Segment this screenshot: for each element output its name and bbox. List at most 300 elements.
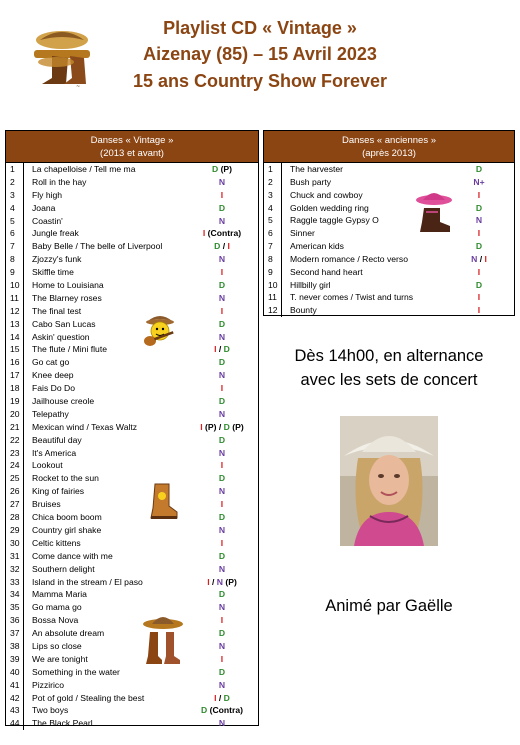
level-code	[186, 202, 258, 215]
vintage-dances-table	[5, 130, 259, 729]
title-line-2: Aizenay (85) – 15 Avril 2023	[143, 44, 377, 64]
row-number: 5	[268, 215, 273, 226]
level-code-part: N	[218, 447, 226, 458]
level-code	[186, 421, 258, 434]
level-code-part: N	[218, 679, 226, 690]
table-row	[6, 627, 258, 640]
dance-name: Cabo San Lucas	[32, 318, 96, 329]
table-row	[6, 498, 258, 511]
level-code	[186, 485, 258, 498]
table-row	[6, 266, 258, 279]
level-code-part: D	[475, 241, 483, 252]
level-code	[186, 253, 258, 266]
level-code-part: N	[218, 408, 226, 419]
level-code-part: N	[218, 215, 226, 226]
level-code-part: I	[484, 253, 487, 264]
dance-name: Pizzirico	[32, 679, 64, 690]
dance-name: Southern delight	[32, 563, 95, 574]
level-code-part: I	[214, 344, 217, 355]
table-row	[6, 679, 258, 692]
level-code-part: I	[477, 189, 481, 200]
dance-name: Two boys	[32, 705, 69, 716]
table-row	[264, 189, 514, 202]
dance-name: Go cat go	[32, 357, 70, 368]
table-row	[264, 202, 514, 215]
dance-name: Telepathy	[32, 408, 69, 419]
dance-name: King of fairies	[32, 486, 85, 497]
level-code	[186, 189, 258, 202]
table-row	[6, 640, 258, 653]
level-code-part: N	[218, 331, 226, 342]
level-code-part: I	[220, 383, 224, 394]
level-code	[186, 640, 258, 653]
dance-name: Second hand heart	[290, 266, 363, 277]
table-row	[6, 227, 258, 240]
level-code-part: /	[220, 241, 228, 252]
level-code	[186, 588, 258, 601]
table-row	[6, 163, 258, 176]
level-code	[186, 472, 258, 485]
level-code	[444, 304, 514, 317]
dance-name: Home to Louisiana	[32, 280, 104, 291]
level-code	[186, 692, 258, 705]
level-code	[444, 214, 514, 227]
host-photo	[340, 416, 438, 546]
level-code	[186, 266, 258, 279]
dance-name: Lookout	[32, 460, 63, 471]
level-code-part: I	[207, 576, 210, 587]
level-code-part: I	[214, 692, 217, 703]
level-code	[186, 653, 258, 666]
table-row	[6, 395, 258, 408]
row-number: 8	[268, 253, 273, 264]
level-code	[444, 202, 514, 215]
level-code-part: I	[220, 499, 224, 510]
dance-name: Rocket to the sun	[32, 473, 99, 484]
level-code-part: N	[216, 576, 223, 587]
level-code	[186, 704, 258, 717]
row-number: 21	[10, 421, 20, 432]
level-code-part: /	[216, 692, 224, 703]
dance-name: An absolute dream	[32, 628, 105, 639]
smiley-guitar-icon	[140, 311, 180, 349]
level-code-part: I	[227, 241, 230, 252]
row-number: 38	[10, 640, 20, 651]
level-code-part: /	[477, 253, 485, 264]
row-number: 35	[10, 602, 20, 613]
row-number: 5	[10, 215, 15, 226]
level-code-part: N	[471, 253, 478, 264]
level-code-part: D	[218, 473, 226, 484]
row-number: 8	[10, 254, 15, 265]
row-number: 12	[268, 305, 278, 316]
ancient-dances-table	[263, 130, 515, 316]
row-number: 6	[268, 228, 273, 239]
table-row	[6, 576, 258, 589]
level-code-part: I	[220, 537, 224, 548]
level-code-part: D	[475, 164, 483, 174]
level-code-part: I	[220, 267, 224, 278]
row-number: 11	[10, 292, 19, 303]
level-code-part: (P) /	[202, 421, 224, 432]
level-code-part: /	[216, 344, 224, 355]
level-code-part: D	[218, 512, 226, 523]
dance-name: La chapelloise / Tell me ma	[32, 164, 136, 174]
table-row	[264, 240, 514, 253]
table-row	[264, 291, 514, 304]
dance-name: Beautiful day	[32, 434, 82, 445]
level-code-part: N	[218, 718, 226, 729]
vintage-rows	[6, 163, 258, 730]
ancient-table-title: Danses « anciennes »	[341, 135, 436, 146]
table-row	[6, 382, 258, 395]
dance-name: Golden wedding ring	[290, 202, 369, 213]
row-number: 7	[10, 241, 15, 252]
dance-name: Come dance with me	[32, 550, 113, 561]
table-row	[6, 369, 258, 382]
table-row	[6, 563, 258, 576]
row-number: 13	[10, 318, 20, 329]
table-row	[6, 292, 258, 305]
dance-name: Something in the water	[32, 666, 120, 677]
table-row	[6, 279, 258, 292]
level-code	[186, 292, 258, 305]
dance-name: Fly high	[32, 189, 63, 200]
table-row	[6, 253, 258, 266]
row-number: 36	[10, 615, 20, 626]
table-row	[6, 421, 258, 434]
level-code	[186, 408, 258, 421]
dance-name: Bruises	[32, 499, 61, 510]
row-number: 17	[10, 370, 20, 381]
level-code-part: D	[475, 279, 483, 290]
level-code-part: N	[218, 176, 226, 187]
title-line-3: 15 ans Country Show Forever	[132, 71, 388, 91]
table-row	[264, 266, 514, 279]
schedule-info	[263, 344, 515, 392]
level-code	[186, 356, 258, 369]
dance-name: Roll in the hay	[32, 176, 87, 187]
dance-name: Fais Do Do	[32, 383, 75, 394]
row-number: 27	[10, 499, 20, 510]
table-row	[6, 614, 258, 627]
dance-name: Hillbilly girl	[290, 279, 331, 290]
level-code	[186, 305, 258, 318]
level-code-part: I	[202, 228, 206, 239]
row-number: 33	[10, 576, 20, 587]
vintage-table-title: Danses « Vintage »	[90, 135, 174, 146]
dance-name: Raggle taggle Gypsy O	[290, 215, 379, 226]
row-number: 7	[268, 241, 273, 252]
level-code-part: /	[209, 576, 217, 587]
dance-name: The Black Pearl	[32, 718, 93, 729]
level-code-part: D	[218, 318, 226, 329]
level-code	[444, 163, 514, 176]
level-code-part: N	[218, 640, 226, 651]
dance-name: The final test	[32, 305, 82, 316]
level-code	[186, 550, 258, 563]
cowboy-hat-boots-icon	[140, 612, 186, 668]
row-number: 1	[268, 164, 273, 174]
level-code	[186, 717, 258, 730]
vintage-table-subtitle: (2013 et avant)	[100, 148, 164, 159]
level-code	[186, 369, 258, 382]
row-number: 25	[10, 473, 20, 484]
level-code	[186, 447, 258, 460]
level-code-part: (P)	[229, 421, 244, 432]
level-code-part: D	[218, 396, 226, 407]
table-row	[264, 163, 514, 176]
table-row	[6, 331, 258, 344]
row-number: 16	[10, 357, 20, 368]
table-row	[6, 318, 258, 331]
level-code-part: (P)	[218, 164, 233, 174]
level-code	[186, 576, 258, 589]
row-number: 10	[268, 279, 278, 290]
level-code-part: D	[223, 692, 230, 703]
row-number: 44	[10, 718, 20, 729]
table-row	[6, 472, 258, 485]
dance-name: Zjozzy's funk	[32, 254, 82, 265]
dance-name: Bounty	[290, 305, 317, 316]
row-number: 28	[10, 512, 20, 523]
table-row	[6, 189, 258, 202]
row-number: 4	[10, 202, 15, 213]
dance-name: Celtic kittens	[32, 537, 81, 548]
row-number: 34	[10, 589, 20, 600]
row-number: 41	[10, 679, 20, 690]
level-code-part: I	[477, 266, 481, 277]
row-number: 3	[268, 189, 273, 200]
level-code-part: D	[218, 434, 226, 445]
dance-name: Chuck and cowboy	[290, 189, 363, 200]
row-number: 24	[10, 460, 20, 471]
table-row	[6, 537, 258, 550]
level-code-part: D	[214, 241, 221, 252]
level-code-part: I	[220, 615, 224, 626]
level-code	[186, 459, 258, 472]
dance-name: Chica boom boom	[32, 512, 102, 523]
dance-name: Go mama go	[32, 602, 82, 613]
title-line-1: Playlist CD « Vintage »	[163, 18, 357, 38]
table-row	[264, 227, 514, 240]
table-row	[264, 304, 514, 317]
table-row	[6, 704, 258, 717]
level-code-part: N	[218, 563, 226, 574]
dance-name: Mamma Maria	[32, 589, 87, 600]
table-row	[6, 692, 258, 705]
level-code-part: N	[218, 292, 226, 303]
dance-name: Sinner	[290, 228, 315, 239]
row-number: 9	[268, 266, 273, 277]
dance-name: The harvester	[290, 164, 344, 174]
table-row	[6, 653, 258, 666]
level-code	[186, 511, 258, 524]
dance-name: Joana	[32, 202, 56, 213]
table-row	[6, 524, 258, 537]
dance-name: Bossa Nova	[32, 615, 79, 626]
schedule-line-1: Dès 14h00, en alternance	[294, 347, 484, 365]
level-code-part: (Contra)	[207, 705, 244, 716]
country-logo-icon	[22, 22, 100, 92]
level-code-part: D	[218, 628, 226, 639]
level-code	[186, 227, 258, 240]
row-number: 19	[10, 396, 20, 407]
row-number: 6	[10, 228, 15, 239]
level-code	[444, 291, 514, 304]
level-code	[186, 331, 258, 344]
table-row	[6, 176, 258, 189]
level-code	[186, 163, 258, 176]
boot-icon	[147, 480, 179, 522]
level-code	[186, 318, 258, 331]
table-row	[6, 550, 258, 563]
dance-name: Mexican wind / Texas Waltz	[32, 421, 138, 432]
table-row	[6, 459, 258, 472]
level-code-part: (P)	[222, 576, 237, 587]
row-number: 30	[10, 537, 20, 548]
table-row	[6, 485, 258, 498]
vintage-table-header	[6, 131, 258, 163]
table-row	[6, 588, 258, 601]
row-number: 37	[10, 628, 20, 639]
row-number: 1	[10, 164, 15, 174]
table-row	[264, 214, 514, 227]
level-code	[186, 395, 258, 408]
table-row	[6, 356, 258, 369]
dance-name: Lips so close	[32, 640, 82, 651]
row-number: 11	[268, 292, 277, 303]
dance-name: Skiffle time	[32, 267, 74, 278]
row-number: 22	[10, 434, 20, 445]
level-code-part: D	[475, 202, 483, 213]
level-code-part: D	[223, 344, 230, 355]
dance-name: It's America	[32, 447, 77, 458]
table-row	[6, 601, 258, 614]
level-code-part: I	[220, 305, 224, 316]
level-code	[186, 563, 258, 576]
level-code-part: (Contra)	[205, 228, 242, 239]
row-number: 20	[10, 408, 20, 419]
row-number: 26	[10, 486, 20, 497]
ancient-table-subtitle: (après 2013)	[362, 148, 416, 159]
row-number: 15	[10, 344, 20, 355]
row-number: 2	[268, 176, 273, 187]
table-row	[6, 240, 258, 253]
pink-hat-boot-icon	[412, 188, 454, 234]
row-number: 40	[10, 666, 20, 677]
table-row	[264, 176, 514, 189]
dance-name: The flute / Mini flute	[32, 344, 107, 355]
level-code	[186, 601, 258, 614]
table-row	[6, 343, 258, 356]
row-number: 3	[10, 189, 15, 200]
table-row	[6, 447, 258, 460]
level-code-part: D	[218, 666, 226, 677]
dance-name: Coastin'	[32, 215, 63, 226]
level-code	[186, 524, 258, 537]
level-code	[186, 176, 258, 189]
level-code-part: I	[220, 460, 224, 471]
row-number: 9	[10, 267, 15, 278]
dance-name: Jungle freak	[32, 228, 79, 239]
level-code-part: N	[475, 215, 483, 226]
table-row	[6, 202, 258, 215]
level-code	[186, 614, 258, 627]
level-code-part: D	[218, 357, 226, 368]
dance-name: Askin' question	[32, 331, 90, 342]
level-code-part: D	[223, 421, 230, 432]
row-number: 29	[10, 524, 20, 535]
dance-name: Jailhouse creole	[32, 396, 95, 407]
level-code-part: I	[477, 305, 481, 316]
row-number: 18	[10, 383, 20, 394]
level-code-part: D	[218, 589, 226, 600]
dance-name: Knee deep	[32, 370, 74, 381]
level-code-part: D	[211, 164, 219, 174]
table-row	[6, 666, 258, 679]
level-code	[444, 227, 514, 240]
level-code-part: D	[200, 705, 208, 716]
svg-text:~: ~	[76, 84, 81, 90]
level-code-part: N	[218, 370, 226, 381]
schedule-line-2: avec les sets de concert	[300, 371, 478, 389]
level-code	[186, 434, 258, 447]
level-code	[186, 679, 258, 692]
level-code-part: N	[218, 602, 226, 613]
level-code-part: D	[218, 550, 226, 561]
table-row	[264, 253, 514, 266]
level-code	[186, 240, 258, 253]
row-number: 43	[10, 705, 20, 716]
dance-name: Baby Belle / The belle of Liverpool	[32, 241, 163, 252]
row-number: 42	[10, 692, 20, 703]
level-code	[186, 279, 258, 292]
level-code	[186, 627, 258, 640]
dance-name: Bush party	[290, 176, 332, 187]
level-code	[186, 498, 258, 511]
level-code-part: I	[220, 189, 224, 200]
table-row	[6, 408, 258, 421]
row-number: 23	[10, 447, 20, 458]
dance-name: Country girl shake	[32, 524, 102, 535]
row-number: 10	[10, 280, 20, 291]
level-code-part: I	[477, 292, 481, 303]
table-row	[6, 215, 258, 228]
row-number: 31	[10, 550, 20, 561]
ancient-rows	[264, 163, 514, 317]
level-code-part: D	[218, 280, 226, 291]
level-code	[186, 343, 258, 356]
level-code	[186, 382, 258, 395]
level-code	[444, 266, 514, 279]
row-number: 39	[10, 653, 20, 664]
row-number: 14	[10, 331, 20, 342]
level-code	[444, 240, 514, 253]
level-code-part: D	[218, 202, 226, 213]
level-code-part: N+	[473, 176, 485, 187]
dance-name: Modern romance / Recto verso	[290, 253, 408, 264]
host-info: Animé par Gaëlle	[325, 597, 453, 615]
level-code	[186, 215, 258, 228]
dance-name: The Blarney roses	[32, 292, 102, 303]
level-code	[186, 666, 258, 679]
level-code-part: I	[220, 653, 224, 664]
row-number: 32	[10, 563, 20, 574]
row-number: 4	[268, 202, 273, 213]
level-code-part: I	[477, 228, 481, 239]
dance-name: We are tonight	[32, 653, 88, 664]
